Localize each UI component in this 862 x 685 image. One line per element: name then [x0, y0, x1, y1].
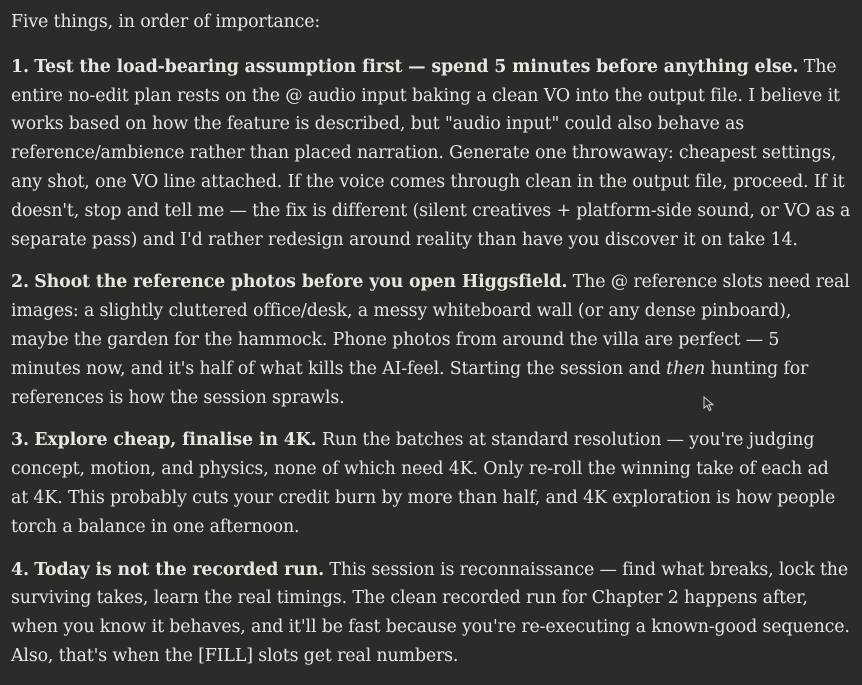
- list-item: [11, 556, 851, 671]
- response-document: [11, 8, 851, 685]
- item-body: The @ reference slots need real images: a slightly cluttered office/desk, a messy whiteboard wall (or any dense pinboard), maybe the garden for the hammock. Phone photos from around the villa are perfect — 5 minutes now, and it's half of what kills the AI-feel. Starting the session and: [11, 272, 850, 379]
- item-body-continued: hunting for references is how the session sprawls.: [11, 358, 809, 408]
- list-item: [11, 268, 851, 412]
- list-item: [11, 53, 851, 255]
- mouse-pointer-icon: [703, 396, 715, 412]
- item-heading: Test the load-bearing assumption first — spend 5 minutes before anything else.: [34, 56, 799, 77]
- item-heading: Shoot the reference photos before you open Higgsfield.: [34, 272, 568, 293]
- list-item: [11, 426, 851, 541]
- item-body: The entire no-edit plan rests on the @ audio input baking a clean VO into the output file. I believe it works based on how the feature is described, but "audio input" could also behave as reference/ambience rather than placed narration. Generate one throwaway: cheapest settings, any shot, one VO line attached. If the voice comes through clean in the output file, proceed. If it doesn't, stop and tell me — the fix is different (silent creatives + platform-side sound, or VO as a separate pass) and I'd rather redesign around reality than have you discover it on take 14.: [11, 56, 851, 250]
- item-number: 2.: [11, 272, 29, 293]
- item-body: This session is reconnaissance — find what breaks, lock the surviving takes, learn the real timings. The clean recorded run for Chapter 2 happens after, when you know it behaves, and it'll be fast because you're re-executing a known-good sequence. Also, that's when the [FILL] slots get real numbers.: [11, 559, 850, 666]
- item-emphasis: then: [666, 358, 706, 379]
- item-number: 4.: [11, 559, 29, 580]
- item-number: 3.: [11, 430, 29, 451]
- item-heading: Explore cheap, finalise in 4K.: [34, 430, 317, 451]
- item-number: 1.: [11, 56, 29, 77]
- intro-text: Five things, in order of importance:: [11, 12, 321, 32]
- item-body: Run the batches at standard resolution — you're judging concept, motion, and physics, none of which need 4K. Only re-roll the winning take of each ad at 4K. This probably cuts your credit burn by more than half, and 4K exploration is how people torch a balance in one afternoon.: [11, 430, 836, 537]
- item-heading: Today is not the recorded run.: [34, 559, 324, 580]
